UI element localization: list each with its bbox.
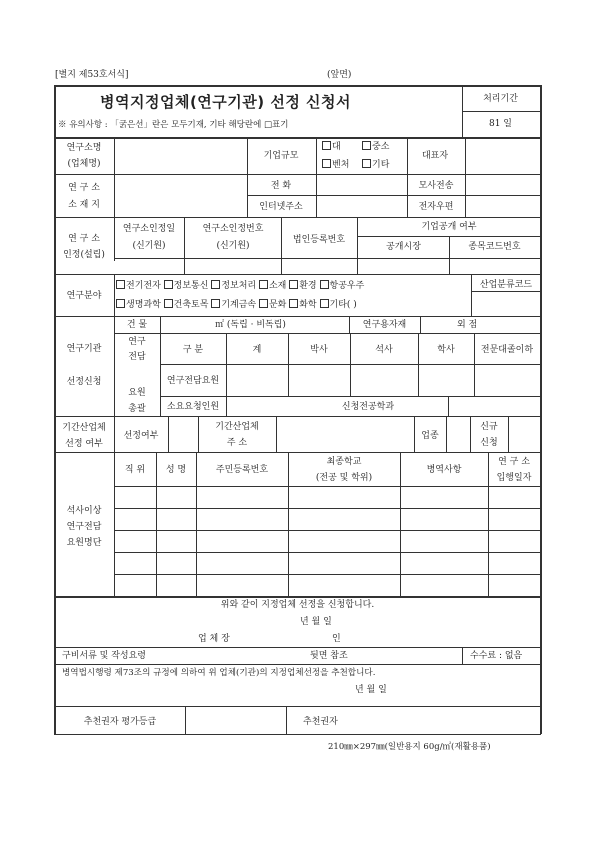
field-options-line1[interactable] bbox=[116, 280, 364, 292]
email-label: 전자우편 bbox=[418, 202, 454, 212]
fax-field[interactable] bbox=[465, 175, 540, 195]
col-ms: 석사 bbox=[375, 345, 393, 355]
cert-no-sublabel: (신기원) bbox=[216, 241, 250, 251]
field-option[interactable]: 전기전자 bbox=[116, 281, 161, 291]
scale-label: 기업규모 bbox=[263, 151, 299, 161]
address-label: 연 구 소 bbox=[68, 183, 100, 193]
recommend-text: 병역법시행령 제73조의 규정에 의하여 위 업체(기관)의 지정업체선정을 추천합니다. bbox=[62, 668, 376, 678]
period-industry-label: 기간산업체 bbox=[62, 423, 106, 433]
inst-sublabel: 선정신청 bbox=[66, 377, 102, 387]
field-option[interactable]: 화학 bbox=[289, 300, 316, 310]
new-sublabel: 신청 bbox=[480, 438, 498, 448]
recommend-date[interactable]: 년 월 일 bbox=[355, 685, 387, 695]
dept-label: 신청전공학과 bbox=[341, 402, 395, 412]
page-side: (앞면) bbox=[327, 70, 352, 80]
field-option[interactable]: 기계금속 bbox=[211, 300, 256, 310]
lab-name-sublabel: (업체명) bbox=[67, 159, 101, 169]
web-field[interactable] bbox=[316, 196, 407, 217]
roster-col-date-sub: 입행일자 bbox=[496, 473, 532, 483]
staff-label-2: 전담 bbox=[128, 352, 146, 362]
stock-code-label: 종목코드번호 bbox=[468, 242, 521, 252]
field-option[interactable]: 환경 bbox=[289, 281, 316, 291]
cert-no-label: 연구소인정번호 bbox=[202, 224, 264, 234]
field-label: 연구분야 bbox=[66, 291, 102, 301]
fax-label: 모사전송 bbox=[418, 181, 454, 191]
roster-label-1: 석사이상 bbox=[66, 506, 102, 516]
col-bs: 학사 bbox=[437, 345, 455, 355]
cert-date-sublabel: (신기원) bbox=[132, 241, 166, 251]
equipment-unit[interactable]: 외 점 bbox=[457, 320, 478, 330]
field-options-line2[interactable] bbox=[116, 299, 357, 311]
address-sublabel: 소 재 지 bbox=[68, 200, 100, 210]
roster-col-position: 직 위 bbox=[124, 465, 146, 475]
public-status-label: 기업공개 여부 bbox=[421, 222, 477, 232]
staff-label-1: 연구 bbox=[128, 337, 146, 347]
lab-name-field[interactable] bbox=[114, 138, 247, 174]
field-option[interactable]: 소재 bbox=[259, 281, 286, 291]
form-title: 병역지정업체(연구기관) 선정 신청서 bbox=[100, 93, 352, 111]
phone-label: 전 화 bbox=[270, 181, 292, 191]
industry-addr-label: 기간산업체 bbox=[215, 422, 259, 432]
ceo-label: 대표자 bbox=[421, 151, 449, 161]
note-text: ※ 유의사항 : 「굵은선」란은 모두기재, 기타 해당란에 □표기 bbox=[58, 120, 289, 130]
scale-option-venture[interactable]: 벤처 bbox=[322, 159, 349, 171]
corp-no-label: 법인등록번호 bbox=[292, 235, 346, 245]
roster-col-name: 성 명 bbox=[165, 465, 187, 475]
roster-label-2: 연구전담 bbox=[66, 522, 102, 532]
col-total: 계 bbox=[252, 345, 262, 355]
staff-label-3: 요원 bbox=[128, 388, 146, 398]
form-number: [별지 제53호서식] bbox=[55, 70, 129, 80]
paper-spec: 210㎜×297㎜(일반용지 60g/㎡(재활용품) bbox=[328, 742, 491, 752]
docs-value: 뒷면 참조 bbox=[310, 651, 348, 661]
industry-addr-sublabel: 주 소 bbox=[226, 438, 248, 448]
phone-field[interactable] bbox=[316, 175, 407, 195]
staff-label-4: 총괄 bbox=[128, 404, 146, 414]
checkbox-icon bbox=[362, 141, 371, 150]
roster-col-edu: 최종학교 bbox=[326, 457, 362, 467]
roster-col-date: 연 구 소 bbox=[498, 457, 530, 467]
checkbox-icon bbox=[322, 159, 331, 168]
rank-field[interactable] bbox=[186, 706, 286, 734]
cert-label: 연 구 소 bbox=[68, 234, 100, 244]
inst-label: 연구기관 bbox=[66, 344, 102, 354]
col-college: 전문대졸이하 bbox=[480, 345, 534, 355]
authority-label: 추천권자 bbox=[303, 717, 338, 727]
industry-type-label: 업종 bbox=[421, 431, 439, 441]
field-option[interactable]: 생명과학 bbox=[116, 300, 161, 310]
lab-name-label: 연구소명 bbox=[66, 143, 102, 153]
col-phd: 박사 bbox=[310, 345, 328, 355]
scale-option-sme[interactable]: 중소 bbox=[362, 141, 389, 153]
selected-label: 선정여부 bbox=[123, 431, 159, 441]
field-option[interactable]: 정보통신 bbox=[164, 281, 209, 291]
building-label: 건 물 bbox=[126, 320, 148, 330]
field-option[interactable]: 건축토목 bbox=[164, 300, 209, 310]
web-label: 인터넷주소 bbox=[259, 202, 303, 212]
checkbox-icon bbox=[362, 159, 371, 168]
equipment-label: 연구용자재 bbox=[362, 320, 407, 330]
row-request: 소요요청인원 bbox=[166, 402, 220, 412]
row-staff: 연구전담요원 bbox=[166, 376, 220, 386]
applicant-label: 업 체 장 bbox=[198, 634, 230, 644]
field-option[interactable]: 기타( ) bbox=[320, 300, 357, 310]
applicant-seal[interactable]: 인 bbox=[332, 634, 341, 644]
cert-date-label: 연구소인정일 bbox=[122, 224, 176, 234]
roster-col-military: 병역사항 bbox=[426, 465, 462, 475]
docs-label: 구비서류 및 작성요령 bbox=[62, 651, 146, 661]
ceo-field[interactable] bbox=[465, 138, 540, 174]
authority-field[interactable] bbox=[360, 706, 540, 734]
roster-col-edu-sub: (전공 및 학위) bbox=[315, 473, 373, 483]
public-market-label: 공개시장 bbox=[386, 242, 421, 252]
period-value: 81 일 bbox=[488, 119, 512, 129]
fee-text: 수수료 : 없음 bbox=[470, 651, 523, 661]
address-field[interactable] bbox=[114, 175, 247, 217]
building-value[interactable]: ㎡ (독립 · 비독립) bbox=[215, 320, 286, 330]
field-option[interactable]: 정보처리 bbox=[211, 281, 256, 291]
field-option[interactable]: 문화 bbox=[259, 300, 286, 310]
declaration-text: 위와 같이 지정업체 선정을 신청합니다. bbox=[220, 600, 375, 610]
checkbox-icon bbox=[322, 141, 331, 150]
period-label: 처리기간 bbox=[483, 94, 518, 104]
col-type: 구 분 bbox=[182, 345, 204, 355]
period-industry-sublabel: 선정 여부 bbox=[65, 439, 103, 449]
declaration-date[interactable]: 년 월 일 bbox=[300, 617, 332, 627]
new-label: 신규 bbox=[480, 422, 498, 432]
scale-option-large[interactable]: 대 bbox=[322, 141, 341, 153]
roster-col-id: 주민등록번호 bbox=[215, 465, 269, 475]
industry-code-label: 산업분류코드 bbox=[479, 280, 533, 290]
field-option[interactable]: 항공우주 bbox=[320, 281, 365, 291]
scale-option-other[interactable]: 기타 bbox=[362, 159, 389, 171]
rank-label: 추천권자 평가등급 bbox=[83, 717, 157, 727]
roster-label-3: 요원명단 bbox=[66, 538, 102, 548]
cert-sublabel: 인정(설립) bbox=[63, 250, 105, 260]
email-field[interactable] bbox=[465, 196, 540, 217]
